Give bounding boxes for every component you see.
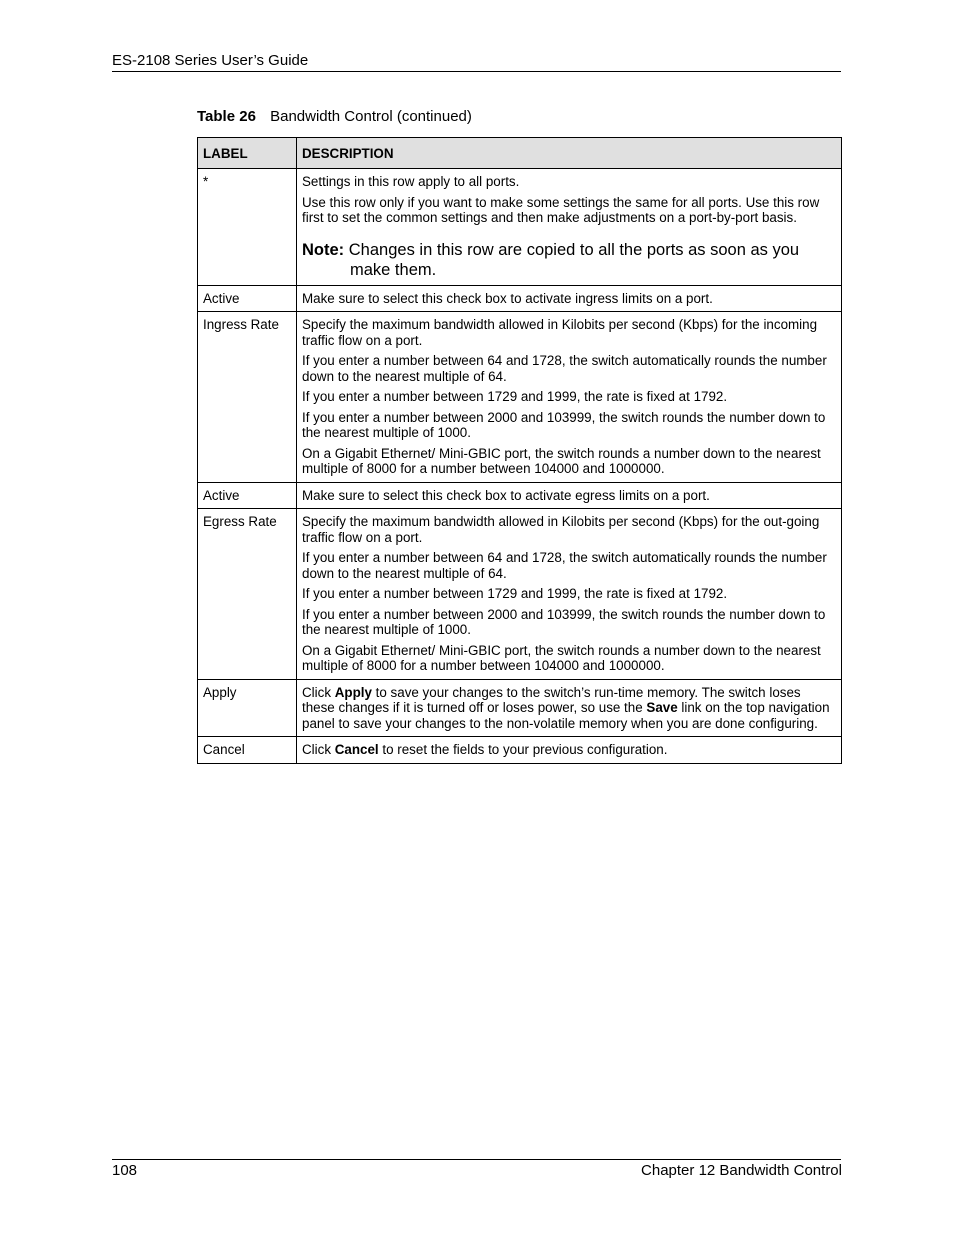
description-paragraph: Settings in this row apply to all ports.	[302, 174, 520, 189]
note-label: Note:	[302, 240, 345, 259]
description-paragraph: If you enter a number between 1729 and 1999, the rate is fixed at 1792.	[302, 586, 728, 601]
note	[302, 240, 836, 280]
description-paragraph	[302, 742, 836, 758]
text-run: link on the top navigation panel to save your changes to the non-volatile memory when you are done configuring.	[302, 700, 830, 731]
table-row	[198, 482, 842, 509]
row-label: Egress Rate	[198, 509, 297, 680]
table-caption	[197, 108, 472, 125]
table-row	[198, 312, 842, 483]
row-description	[297, 312, 842, 483]
table-header-row	[198, 138, 842, 169]
description-paragraph: Make sure to select this check box to activate egress limits on a port.	[302, 487, 710, 503]
row-label: *	[198, 169, 297, 286]
table-title: Bandwidth Control (continued)	[270, 108, 472, 125]
footer-divider	[112, 1159, 841, 1160]
page-number: 108	[112, 1162, 138, 1179]
table-row	[198, 509, 842, 680]
description-paragraph: If you enter a number between 64 and 1728, the switch automatically rounds the number down to the nearest multiple of 64.	[302, 353, 827, 384]
row-description	[297, 737, 842, 764]
row-description	[297, 285, 842, 312]
table-row	[198, 169, 842, 286]
description-paragraph: Specify the maximum bandwidth allowed in Kilobits per second (Kbps) for the incoming traffic flow on a port.	[302, 317, 818, 348]
table-row	[198, 679, 842, 737]
row-description	[297, 509, 842, 680]
row-label: Ingress Rate	[198, 312, 297, 483]
header-divider	[112, 71, 841, 72]
bandwidth-control-table	[197, 137, 842, 764]
description-paragraph: Specify the maximum bandwidth allowed in Kilobits per second (Kbps) for the out-going traffic flow on a port.	[302, 514, 820, 545]
row-label: Apply	[198, 679, 297, 737]
description-column-header: DESCRIPTION	[297, 138, 842, 169]
table-row	[198, 737, 842, 764]
running-header: ES-2108 Series User’s Guide	[112, 52, 309, 69]
row-label: Active	[198, 285, 297, 312]
save-term: Save	[646, 700, 678, 715]
chapter-title: Chapter 12 Bandwidth Control	[641, 1162, 842, 1179]
text-run: Click	[302, 742, 335, 757]
text-run: Click	[302, 684, 335, 700]
row-label: Cancel	[198, 737, 297, 764]
description-paragraph: Use this row only if you want to make some settings the same for all ports. Use this row first to set the common settings and then make adjustments on a port-by-port basis.	[302, 194, 820, 225]
text-run: to save your changes to the switch’s run-time memory. The switch loses these changes if it is turned off or loses power, so use the	[302, 684, 801, 715]
row-description	[297, 169, 842, 286]
table-number: Table 26	[197, 108, 256, 125]
note-text: Changes in this row are copied to all the ports as soon as you make them.	[348, 240, 800, 279]
description-paragraph: If you enter a number between 1729 and 1999, the rate is fixed at 1792.	[302, 389, 728, 404]
description-paragraph: If you enter a number between 2000 and 103999, the switch rounds the number down to the nearest multiple of 1000.	[302, 606, 826, 637]
text-run: to reset the fields to your previous configuration.	[378, 742, 668, 757]
description-paragraph: On a Gigabit Ethernet/ Mini-GBIC port, the switch rounds a number down to the nearest multiple of 8000 for a number between 104000 and 1000000.	[302, 445, 821, 476]
description-paragraph	[302, 685, 836, 732]
label-column-header: LABEL	[198, 138, 297, 169]
apply-term: Apply	[334, 684, 372, 700]
description-paragraph: If you enter a number between 64 and 1728, the switch automatically rounds the number down to the nearest multiple of 64.	[302, 550, 827, 581]
description-paragraph: On a Gigabit Ethernet/ Mini-GBIC port, the switch rounds a number down to the nearest multiple of 8000 for a number between 104000 and 1000000.	[302, 642, 821, 673]
description-paragraph: If you enter a number between 2000 and 103999, the switch rounds the number down to the nearest multiple of 1000.	[302, 409, 826, 440]
row-description	[297, 679, 842, 737]
row-description	[297, 482, 842, 509]
table-row	[198, 285, 842, 312]
cancel-term: Cancel	[334, 742, 379, 757]
description-paragraph: Make sure to select this check box to activate ingress limits on a port.	[302, 290, 713, 306]
row-label: Active	[198, 482, 297, 509]
